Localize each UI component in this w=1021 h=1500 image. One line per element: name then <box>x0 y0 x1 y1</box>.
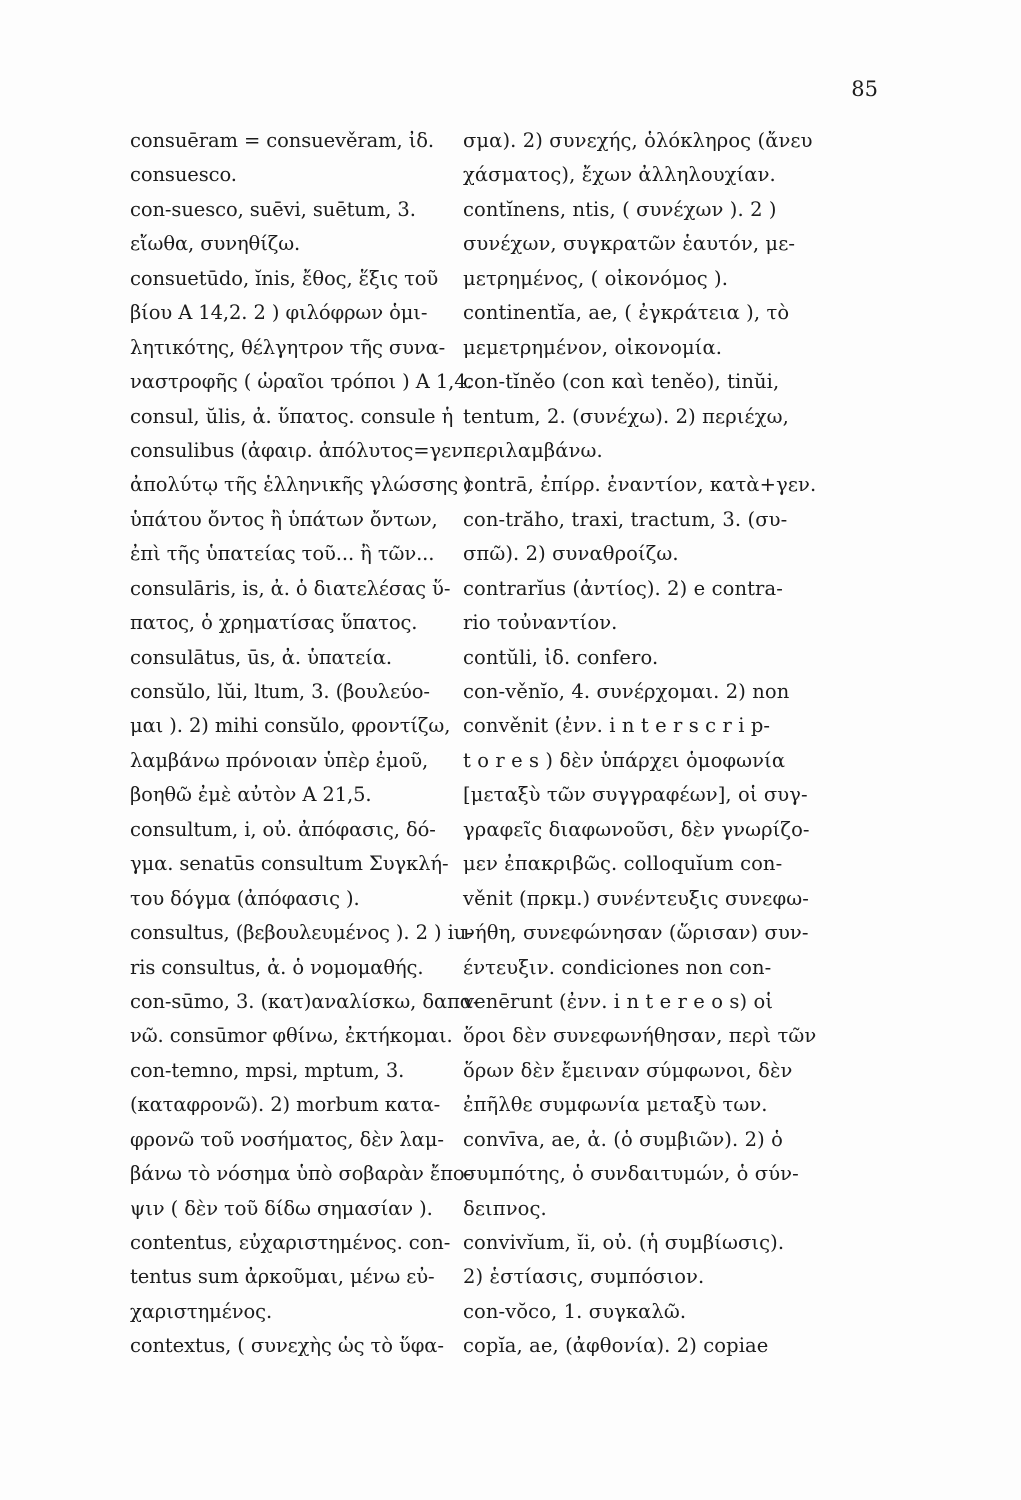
left-line: con-sūmo, 3. (κατ)αναλίσκω, δαπα- <box>130 989 480 1013</box>
left-line: γμα. senatūs consultum Συγκλή- <box>130 852 449 876</box>
right-line: con-věnĭo, 4. συνέρχομαι. 2) non <box>463 680 790 703</box>
right-line: t o r e s ) δὲν ὑπάρχει ὁμοφωνία <box>463 748 786 772</box>
right-line: věnit (πρκμ.) συνέντευξις συνεφω- <box>463 886 809 910</box>
right-line: συνέχων, συγκρατῶν ἑαυτόν, με- <box>463 232 796 256</box>
right-line: γραφεῖς διαφωνοῦσι, δὲν γνωρίζο- <box>463 817 810 841</box>
left-line: νῶ. consūmor φθίνω, ἐκτήκομαι. <box>130 1024 453 1048</box>
left-line: χαριστημένος. <box>130 1299 273 1323</box>
right-line: δειπνος. <box>463 1196 547 1220</box>
right-line: ὅρων δὲν ἔμειναν σύμφωνοι, δὲν <box>463 1058 793 1082</box>
right-line: contŭli, ἰδ. confero. <box>463 645 659 669</box>
left-line: consultus, (βεβουλευμένος ). 2 ) iu- <box>130 921 473 945</box>
right-line: ὅροι δὲν συνεφωνήθησαν, περὶ τῶν <box>463 1024 817 1048</box>
right-line: copĭa, ae, (ἀφθονία). 2) copiae <box>463 1334 769 1358</box>
left-line: του δόγμα (ἀπόφασις ). <box>130 886 360 910</box>
left-line: μαι ). 2) mihi consŭlo, φροντίζω, <box>130 714 451 738</box>
right-line: convivĭum, ĭi, οὐ. (ἡ συμβίωσις). <box>463 1231 785 1254</box>
right-line: έντευξιν. condiciones non con- <box>463 955 772 979</box>
left-line: βάνω τὸ νόσημα ὑπὸ σοβαρὰν ἔπο- <box>130 1162 472 1186</box>
right-line: rio τοὐναντίον. <box>463 611 618 635</box>
left-line: ναστροφῆς ( ὡραῖοι τρόποι ) A 1,4. <box>130 370 473 394</box>
right-line: convīva, ae, ἀ. (ὁ συμβιῶν). 2) ὁ <box>463 1127 783 1151</box>
left-line: consulātus, ūs, ἀ. ὑπατεία. <box>130 645 393 669</box>
right-line: convěnit (ἐνν. i n t e r s c r i p- <box>463 714 771 738</box>
right-line: con-trăho, traxi, tractum, 3. (συ- <box>463 507 788 531</box>
right-line: con-tĭněo (con καὶ teněo), tinŭi, <box>463 370 780 394</box>
right-line: venērunt (ἐνν. i n t e r e o s) οἱ <box>463 989 774 1013</box>
left-line: εἴωθα, συνηθίζω. <box>130 232 301 256</box>
right-line: contrā, ἐπίρρ. ἐναντίον, κατὰ+γεν. <box>463 473 817 497</box>
right-line: περιλαμβάνω. <box>463 438 603 462</box>
left-line: consulibus (ἀφαιρ. ἀπόλυτος=γεν. <box>130 438 469 462</box>
right-line: contĭnens, ntis, ( συνέχων ). 2 ) <box>463 197 777 221</box>
left-line: consulāris, is, ἀ. ὁ διατελέσας ὕ- <box>130 576 451 600</box>
left-line: tentus sum ἀρκοῦμαι, μένω εὐ- <box>130 1265 435 1289</box>
right-line: μεν ἐπακριβῶς. colloquĭum con- <box>463 852 783 876</box>
right-column <box>463 124 883 1364</box>
left-column <box>130 124 480 1364</box>
left-line: (καταφρονῶ). 2) morbum κατα- <box>130 1093 441 1117</box>
left-line: consultum, i, οὐ. ἀπόφασις, δό- <box>130 817 436 841</box>
left-line: πατος, ὁ χρηματίσας ὕπατος. <box>130 611 418 635</box>
left-line: ψιν ( δὲν τοῦ δίδω σημασίαν ). <box>130 1196 433 1220</box>
left-line: con-temno, mpsi, mptum, 3. <box>130 1058 405 1082</box>
left-line: βίου A 14,2. 2 ) φιλόφρων ὁμι- <box>130 301 428 325</box>
right-line: σπῶ). 2) συναθροίζω. <box>463 542 679 566</box>
right-line: σμα). 2) συνεχής, ὁλόκληρος (ἄνευ <box>463 129 813 152</box>
left-line: consŭlo, lŭi, ltum, 3. (βουλεύο- <box>130 680 430 703</box>
left-line: consuetūdo, ĭnis, ἔθος, ἕξις τοῦ <box>130 266 439 290</box>
left-line: λαμβάνω πρόνοιαν ὑπὲρ ἐμοῦ, <box>130 748 429 772</box>
left-line: consuēram = consuevěram, ἰδ. <box>130 129 435 152</box>
right-line: μετρημένος, ( οἰκονόμος ). <box>463 266 729 290</box>
right-line: tentum, 2. (συνέχω). 2) περιέχω, <box>463 404 789 428</box>
left-line: ἀπολύτῳ τῆς ἑλληνικῆς γλώσσης ) <box>130 473 472 497</box>
left-line: ἐπὶ τῆς ὑπατείας τοῦ... ἢ τῶν... <box>130 542 435 566</box>
left-line: consuesco. <box>130 163 237 187</box>
right-line: [μεταξὺ τῶν συγγραφέων], οἱ συγ- <box>463 783 808 807</box>
page-number: 85 <box>851 77 878 101</box>
left-line: contextus, ( συνεχὴς ὡς τὸ ὕφα- <box>130 1334 444 1358</box>
right-line: con-vŏco, 1. συγκαλῶ. <box>463 1299 687 1323</box>
left-line: βοηθῶ ἐμὲ αὐτὸν A 21,5. <box>130 783 372 807</box>
left-line: λητικότης, θέλγητρον τῆς συνα- <box>130 335 446 359</box>
right-line: συμπότης, ὁ συνδαιτυμών, ὁ σύν- <box>463 1162 799 1186</box>
left-line: con-suesco, suēvi, suētum, 3. <box>130 197 416 221</box>
left-line: contentus, εὐχαριστημένος. con- <box>130 1231 451 1254</box>
right-line: νήθη, συνεφώνησαν (ὥρισαν) συν- <box>463 921 809 945</box>
right-line: 2) ἑστίασις, συμπόσιον. <box>463 1265 705 1289</box>
left-line: ὑπάτου ὄντος ἢ ὑπάτων ὄντων, <box>130 507 438 531</box>
left-line: consul, ŭlis, ἀ. ὕπατος. consule ἡ <box>130 404 454 428</box>
right-line: ἐπῆλθε συμφωνία μεταξὺ των. <box>463 1093 768 1117</box>
right-line: contrarĭus (ἀντίος). 2) e contra- <box>463 576 783 600</box>
left-line: ris consultus, ἀ. ὁ νομομαθής. <box>130 955 424 979</box>
left-line: φρονῶ τοῦ νοσήματος, δὲν λαμ- <box>130 1127 444 1151</box>
right-line: μεμετρημένον, οἰκονομία. <box>463 335 723 359</box>
right-line: continentĭa, ae, ( ἐγκράτεια ), τὸ <box>463 301 790 325</box>
right-line: χάσματος), ἔχων ἀλληλουχίαν. <box>463 163 776 187</box>
